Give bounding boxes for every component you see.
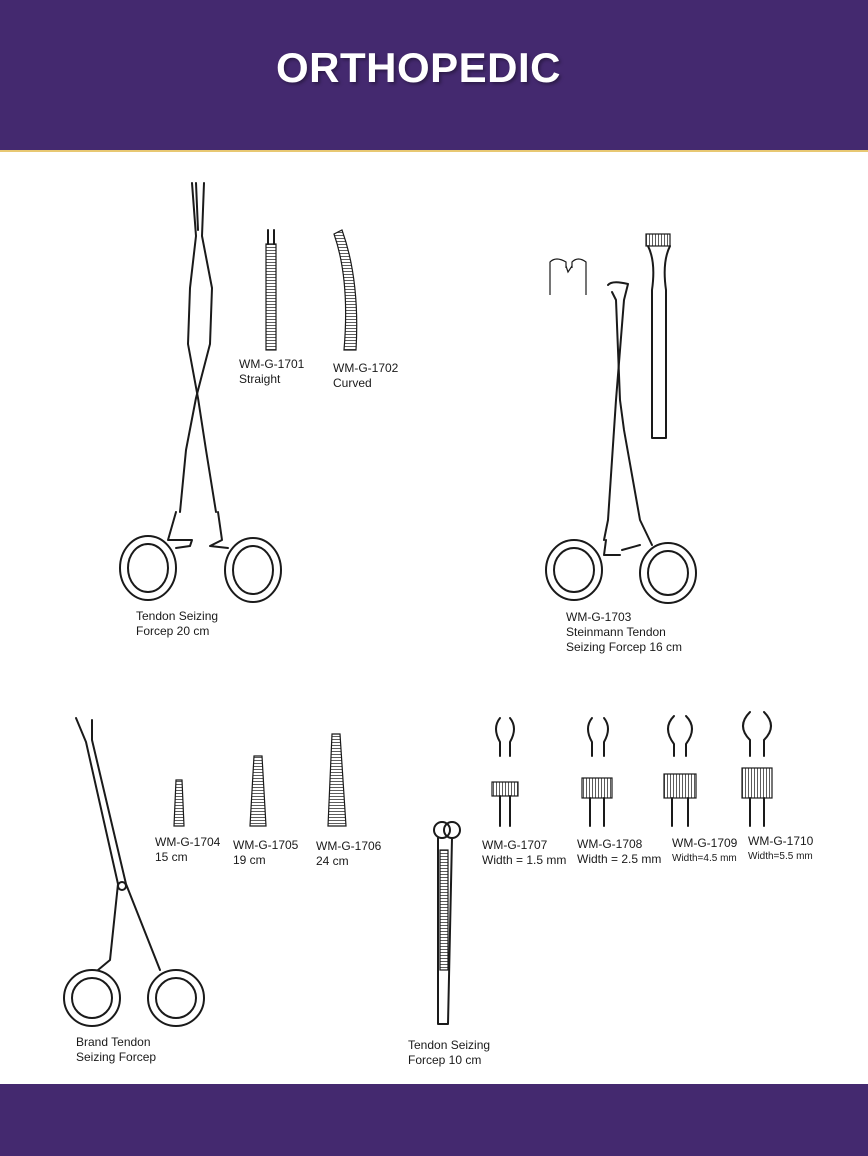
product-label-1704: WM-G-1704 15 cm — [155, 835, 221, 864]
product-label-brand-forcep: Brand Tendon Seizing Forcep — [76, 1035, 157, 1064]
curved-tip-drawing — [334, 230, 357, 350]
tendon-forcep-20cm-drawing — [120, 183, 281, 602]
product-label-1701: WM-G-1701 Straight — [239, 357, 305, 386]
graduated-tips-drawing — [174, 734, 346, 826]
product-label-1703: WM-G-1703 Steinmann Tendon Seizing Forcep 16 cm — [566, 610, 683, 654]
steinmann-forcep-drawing — [546, 234, 696, 603]
tendon-forcep-10cm-drawing — [434, 822, 460, 1024]
footer-band — [0, 1084, 868, 1156]
brand-forcep-drawing — [64, 718, 204, 1026]
product-label-tendon-10cm: Tendon Seizing Forcep 10 cm — [408, 1038, 491, 1067]
product-label-tendon-20cm: Tendon Seizing Forcep 20 cm — [136, 609, 219, 638]
page-title: ORTHOPEDIC — [276, 44, 562, 91]
product-label-1706: WM-G-1706 24 cm — [316, 839, 382, 868]
product-label-1705: WM-G-1705 19 cm — [233, 838, 299, 867]
straight-tip-drawing — [266, 230, 276, 350]
product-label-1709: WM-G-1709 Width=4.5 mm — [672, 836, 738, 864]
product-label-1702: WM-G-1702 Curved — [333, 361, 399, 390]
product-label-1707: WM-G-1707 Width = 1.5 mm — [482, 838, 567, 867]
product-label-1710: WM-G-1710 Width=5.5 mm — [748, 834, 814, 862]
jaw-width-drawings — [492, 712, 772, 826]
product-label-1708: WM-G-1708 Width = 2.5 mm — [577, 837, 662, 866]
